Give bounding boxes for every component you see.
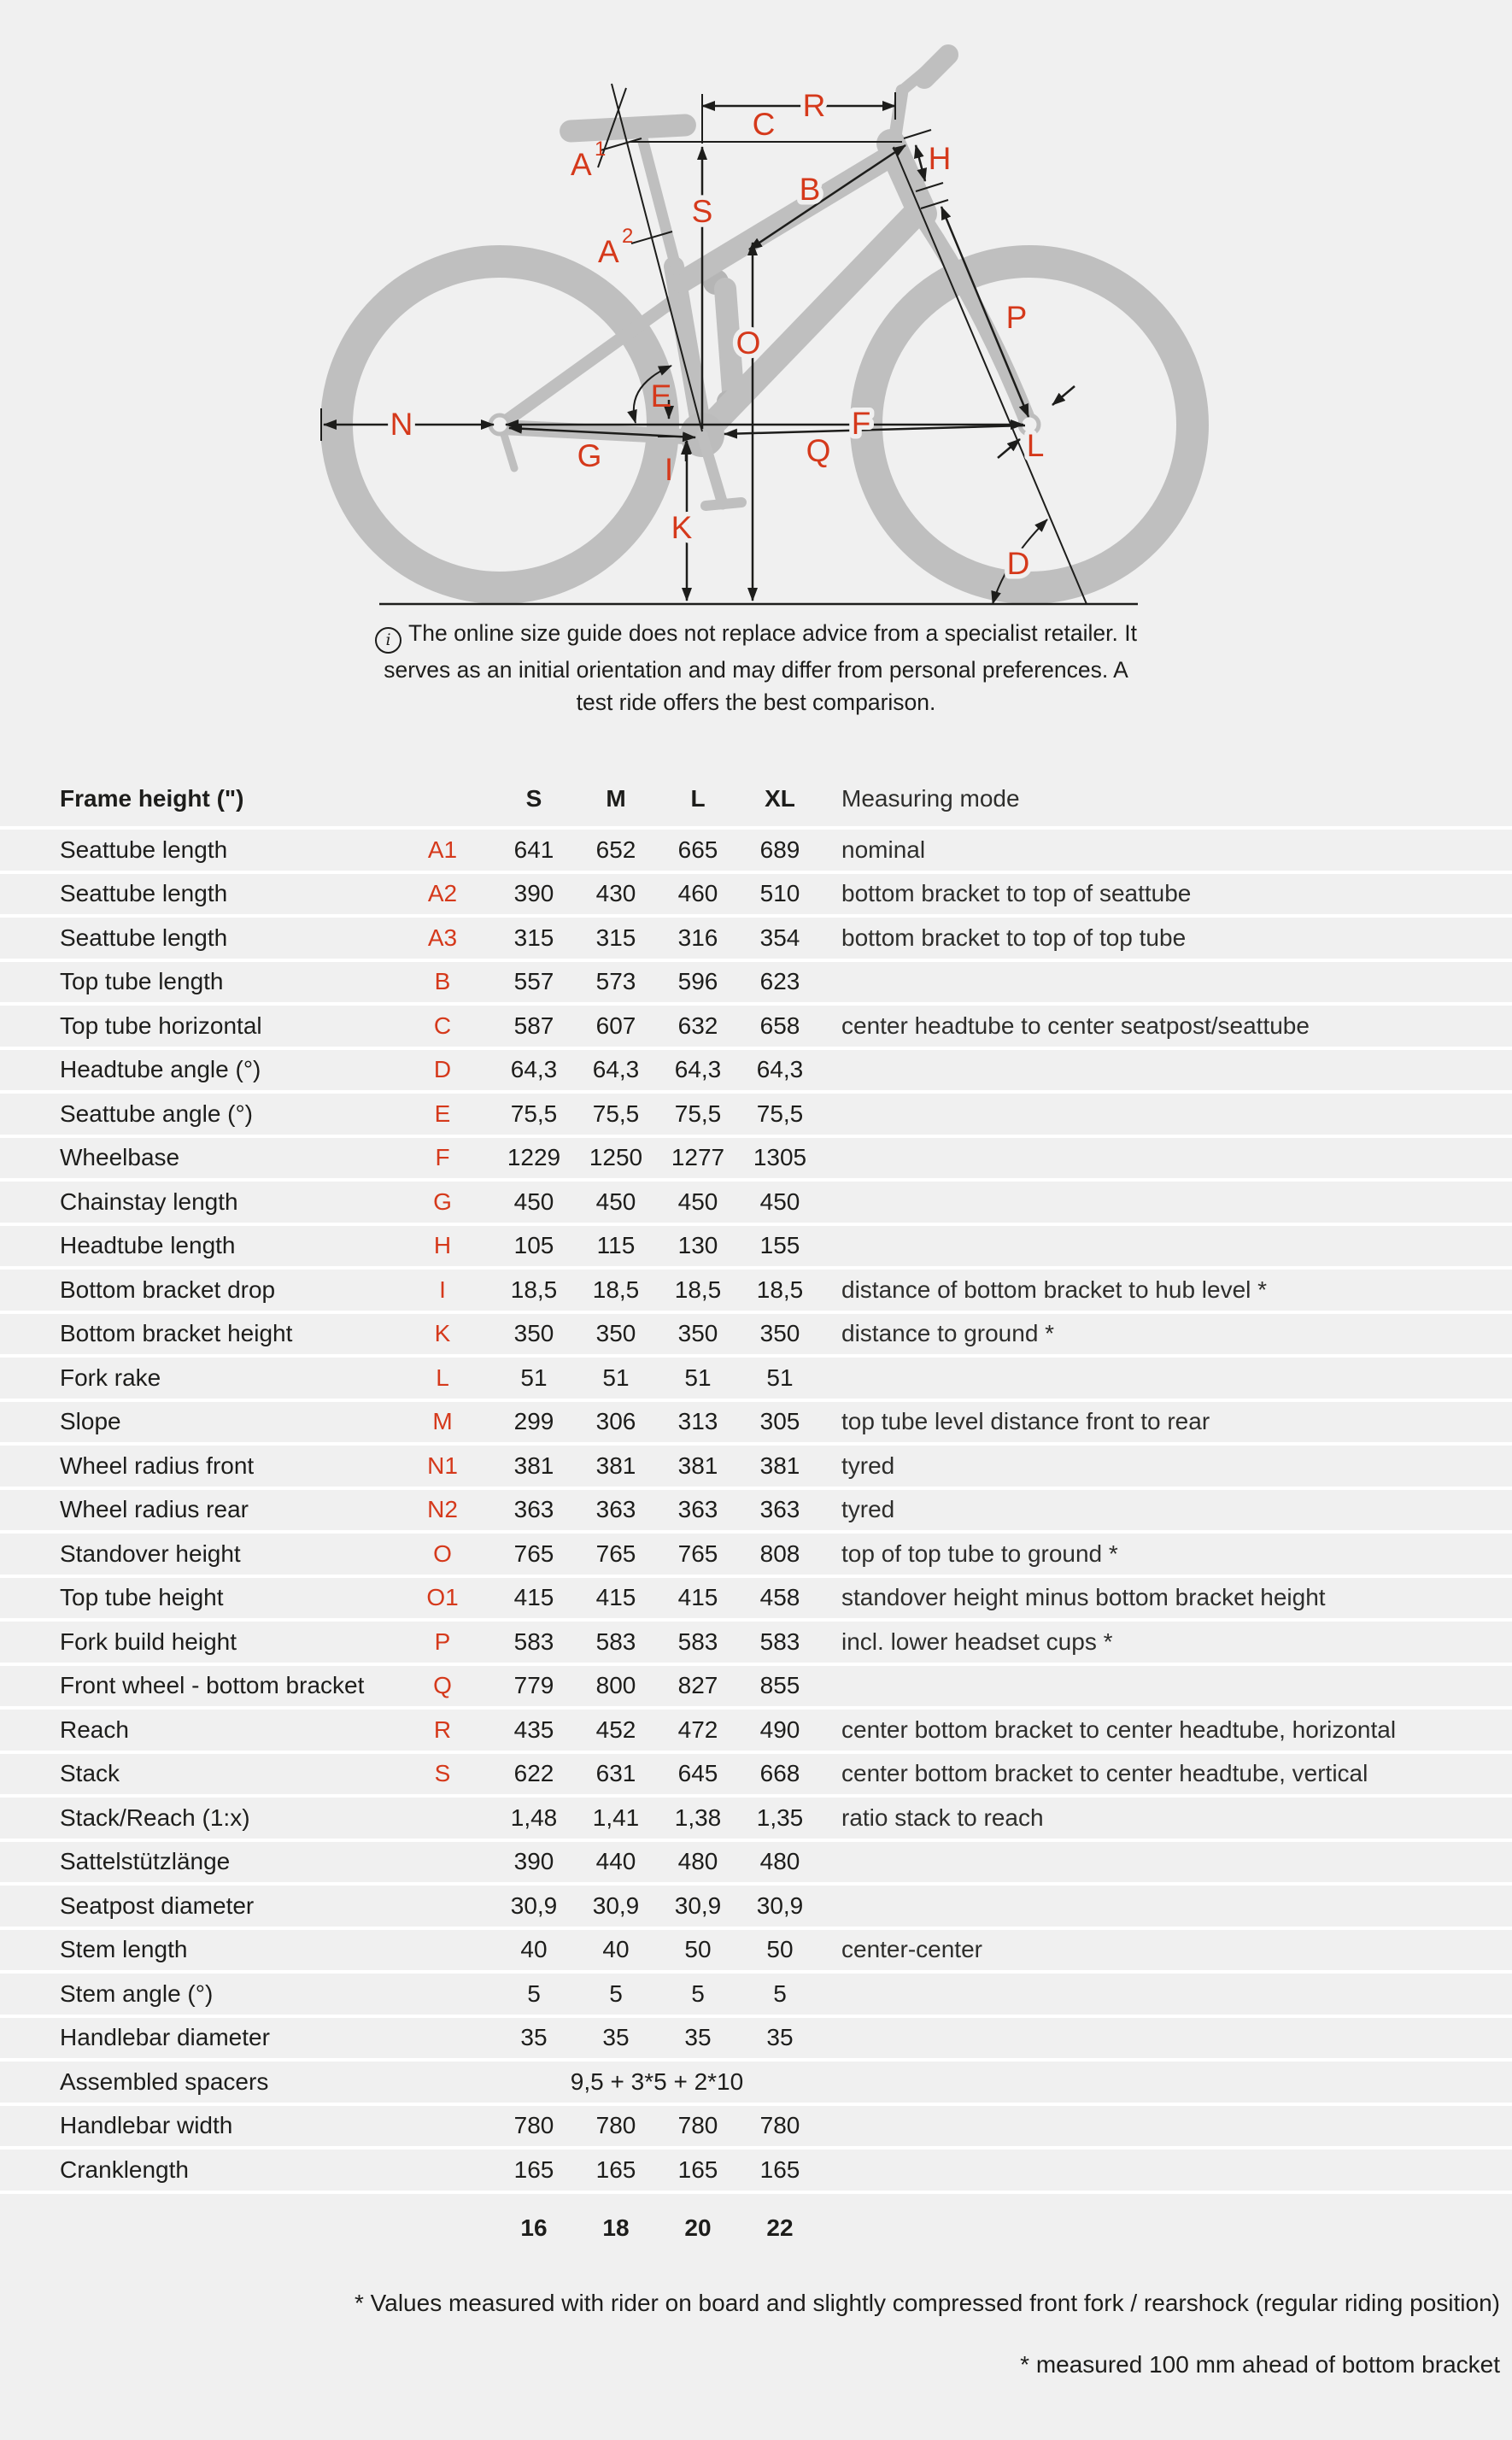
- row-value-l: 460: [677, 880, 718, 907]
- row-value-s: 75,5: [510, 1100, 558, 1127]
- row-value-l: 75,5: [674, 1100, 722, 1127]
- row-letter: A3: [427, 924, 458, 951]
- table-row: [0, 962, 1512, 1006]
- label-wheelbase: F: [851, 406, 871, 441]
- row-label: Bottom bracket drop: [60, 1276, 276, 1303]
- row-value-s: 450: [513, 1188, 554, 1215]
- footnote-ahead-of-bb: * measured 100 mm ahead of bottom bracket: [1020, 2351, 1500, 2378]
- table-row: [0, 1666, 1512, 1710]
- row-label: Top tube height: [60, 1584, 224, 1611]
- size-number-m: 18: [602, 2214, 630, 2241]
- info-note-text-1: The online size guide does not replace advice from a specialist retailer. It: [408, 620, 1137, 646]
- row-label: Assembled spacers: [60, 2068, 269, 2095]
- row-value-m: 452: [595, 1716, 636, 1743]
- info-note: [0, 617, 1512, 719]
- row-value-s: 1229: [507, 1144, 561, 1171]
- row-value-xl: 668: [759, 1760, 800, 1787]
- row-value-m: 315: [595, 924, 636, 951]
- row-value-s: 587: [513, 1012, 554, 1039]
- label-standover: O: [735, 326, 761, 361]
- row-value-m: 363: [595, 1496, 636, 1523]
- row-value-l: 827: [677, 1672, 718, 1699]
- pedal: [706, 502, 741, 506]
- label-reach: R: [802, 88, 826, 123]
- row-value-s: 315: [513, 924, 554, 951]
- row-value-s: 9,5 + 3*5 + 2*10: [570, 2068, 744, 2095]
- row-measuring-mode: ratio stack to reach: [841, 1804, 1044, 1831]
- row-label: Fork build height: [60, 1628, 237, 1655]
- row-label: Seattube angle (°): [60, 1100, 254, 1127]
- table-row: [0, 1182, 1512, 1226]
- row-value-s: 363: [513, 1496, 554, 1523]
- row-value-xl: 583: [759, 1628, 800, 1655]
- row-value-m: 306: [595, 1408, 636, 1435]
- table-row: [0, 1930, 1512, 1974]
- table-row: [0, 1314, 1512, 1358]
- table-row: [0, 1226, 1512, 1270]
- label-front-wheel-bb: Q: [806, 433, 831, 468]
- table-row: [0, 1006, 1512, 1050]
- row-label: Fork rake: [60, 1364, 161, 1391]
- label-seattube-angle: E: [650, 378, 672, 414]
- headtube-top-tick: [904, 130, 931, 138]
- row-label: Stack: [60, 1760, 120, 1787]
- label-top-tube-length: B: [799, 172, 821, 207]
- info-icon: i: [375, 627, 401, 654]
- table-row: [0, 2062, 1512, 2106]
- row-measuring-mode: tyred: [841, 1496, 895, 1523]
- table-row: [0, 1754, 1512, 1798]
- row-label: Headtube angle (°): [60, 1056, 261, 1083]
- row-value-s: 350: [513, 1320, 554, 1347]
- row-letter: K: [434, 1320, 451, 1347]
- row-letter: I: [439, 1276, 446, 1303]
- row-letter: N1: [427, 1452, 458, 1479]
- row-value-s: 5: [527, 1980, 541, 2007]
- row-value-xl: 381: [759, 1452, 800, 1479]
- footnotes: [355, 2290, 1500, 2378]
- table-row: [0, 1578, 1512, 1622]
- table-row: [0, 918, 1512, 962]
- row-letter: F: [435, 1144, 450, 1171]
- row-value-l: 50: [684, 1936, 712, 1963]
- table-row: [0, 2150, 1512, 2194]
- row-value-xl: 64,3: [756, 1056, 804, 1083]
- row-value-m: 415: [595, 1584, 636, 1611]
- info-note-line-1: [0, 617, 1512, 654]
- label-headtube-length: H: [928, 141, 952, 176]
- label-fork-rake: L: [1026, 428, 1045, 463]
- row-value-xl: 1305: [753, 1144, 807, 1171]
- row-value-m: 1,41: [592, 1804, 640, 1831]
- row-letter: N2: [427, 1496, 458, 1523]
- row-letter: Q: [433, 1672, 452, 1699]
- table-row: [0, 1974, 1512, 2018]
- row-value-l: 130: [677, 1232, 718, 1259]
- row-label: Handlebar diameter: [60, 2024, 270, 2051]
- rear-shock: [725, 289, 733, 391]
- row-measuring-mode: top tube level distance front to rear: [841, 1408, 1210, 1435]
- row-value-l: 316: [677, 924, 718, 951]
- row-value-xl: 855: [759, 1672, 800, 1699]
- row-value-m: 115: [596, 1232, 636, 1259]
- row-label: Cranklength: [60, 2156, 189, 2183]
- row-value-l: 35: [684, 2024, 712, 2051]
- row-value-xl: 658: [759, 1012, 800, 1039]
- row-label: Sattelstützlänge: [60, 1848, 231, 1875]
- row-measuring-mode: bottom bracket to top of top tube: [841, 924, 1187, 951]
- row-label: Wheelbase: [60, 1144, 180, 1171]
- row-value-s: 641: [513, 836, 554, 863]
- row-value-m: 51: [602, 1364, 630, 1391]
- row-letter: H: [433, 1232, 452, 1259]
- label-a2: A: [598, 234, 619, 269]
- row-letter: E: [434, 1100, 451, 1127]
- row-value-s: 40: [520, 1936, 548, 1963]
- row-value-s: 299: [513, 1408, 554, 1435]
- label-bb-height: K: [671, 510, 693, 545]
- row-label: Reach: [60, 1716, 129, 1743]
- row-value-m: 1250: [589, 1144, 643, 1171]
- row-value-s: 622: [513, 1760, 554, 1787]
- row-measuring-mode: distance to ground *: [841, 1320, 1055, 1347]
- saddle: [559, 114, 696, 143]
- table-row: [0, 1270, 1512, 1314]
- row-value-m: 30,9: [592, 1892, 640, 1919]
- table-row: [0, 1534, 1512, 1578]
- row-value-l: 363: [677, 1496, 718, 1523]
- table-row: [0, 1094, 1512, 1138]
- table-row: [0, 1886, 1512, 1930]
- row-value-m: 40: [602, 1936, 630, 1963]
- row-label: Top tube length: [60, 968, 224, 995]
- column-header-size-xl: XL: [765, 785, 795, 812]
- row-value-s: 765: [513, 1540, 554, 1567]
- row-value-s: 30,9: [510, 1892, 558, 1919]
- info-note-line-2: serves as an initial orientation and may differ from personal preferences. A: [384, 656, 1128, 683]
- table-row: [0, 2106, 1512, 2150]
- table-row: [0, 1446, 1512, 1490]
- row-value-l: 472: [677, 1716, 718, 1743]
- row-letter: R: [433, 1716, 452, 1743]
- row-value-xl: 165: [759, 2156, 800, 2183]
- row-value-xl: 510: [759, 880, 800, 907]
- row-value-m: 381: [595, 1452, 636, 1479]
- seatpost: [642, 138, 677, 270]
- row-value-s: 435: [513, 1716, 554, 1743]
- row-value-xl: 480: [759, 1848, 800, 1875]
- fork-rake-arrow-right: [1052, 386, 1075, 405]
- row-label: Stem angle (°): [60, 1980, 214, 2007]
- row-value-xl: 450: [759, 1188, 800, 1215]
- row-measuring-mode: top of top tube to ground *: [841, 1540, 1118, 1567]
- row-value-l: 18,5: [674, 1276, 722, 1303]
- row-value-m: 165: [595, 2156, 636, 2183]
- row-measuring-mode: nominal: [841, 836, 926, 863]
- row-value-s: 390: [513, 880, 554, 907]
- row-value-s: 165: [513, 2156, 554, 2183]
- row-value-m: 440: [595, 1848, 636, 1875]
- row-label: Slope: [60, 1408, 121, 1435]
- row-label: Seatpost diameter: [60, 1892, 255, 1919]
- label-a2-sup: 2: [622, 225, 634, 248]
- row-value-xl: 50: [766, 1936, 794, 1963]
- row-letter: M: [432, 1408, 453, 1435]
- row-value-xl: 780: [759, 2112, 800, 2139]
- row-value-l: 5: [691, 1980, 705, 2007]
- table-row: [0, 1050, 1512, 1094]
- handlebar-grip: [924, 55, 948, 79]
- row-measuring-mode: incl. lower headset cups *: [841, 1628, 1113, 1655]
- label-a1: A: [571, 147, 592, 182]
- row-value-xl: 1,35: [756, 1804, 804, 1831]
- table-row: [0, 2018, 1512, 2062]
- table-header-row: [0, 771, 1512, 830]
- row-value-xl: 354: [759, 924, 800, 951]
- row-value-m: 780: [595, 2112, 636, 2139]
- footnote-rider-on-board: * Values measured with rider on board and slightly compressed front fork / rearshock (regular riding position): [354, 2290, 1500, 2316]
- row-value-xl: 623: [759, 968, 800, 995]
- row-value-l: 480: [677, 1848, 718, 1875]
- row-letter: B: [434, 968, 451, 995]
- row-value-m: 75,5: [592, 1100, 640, 1127]
- size-number-s: 16: [520, 2214, 548, 2241]
- row-label: Wheel radius front: [60, 1452, 255, 1479]
- row-label: Stack/Reach (1:x): [60, 1804, 250, 1831]
- row-value-l: 1,38: [674, 1804, 722, 1831]
- row-letter: G: [433, 1188, 452, 1215]
- row-label: Seattube length: [60, 880, 228, 907]
- row-value-l: 596: [677, 968, 718, 995]
- row-value-l: 165: [677, 2156, 718, 2183]
- row-label: Top tube horizontal: [60, 1012, 262, 1039]
- info-note-line-3: test ride offers the best comparison.: [576, 689, 936, 715]
- row-value-s: 381: [513, 1452, 554, 1479]
- table-row: [0, 1842, 1512, 1886]
- row-value-l: 64,3: [674, 1056, 722, 1083]
- row-label: Wheel radius rear: [60, 1496, 249, 1523]
- row-measuring-mode: standover height minus bottom bracket height: [841, 1584, 1326, 1611]
- row-value-xl: 18,5: [756, 1276, 804, 1303]
- row-measuring-mode: center-center: [841, 1936, 982, 1963]
- label-wheel-radius: N: [390, 407, 413, 442]
- row-measuring-mode: bottom bracket to top of seattube: [841, 880, 1192, 907]
- label-stack: S: [691, 194, 713, 229]
- label-chainstay: G: [577, 438, 602, 473]
- row-value-s: 1,48: [510, 1804, 558, 1831]
- table-row: [0, 1358, 1512, 1402]
- row-label: Bottom bracket height: [60, 1320, 293, 1347]
- row-value-s: 390: [513, 1848, 554, 1875]
- column-header-measuring-mode: Measuring mode: [841, 785, 1020, 812]
- size-numbers-row: [0, 2194, 1512, 2262]
- row-value-s: 18,5: [510, 1276, 558, 1303]
- row-value-l: 632: [677, 1012, 718, 1039]
- row-value-l: 51: [684, 1364, 712, 1391]
- row-value-m: 350: [595, 1320, 636, 1347]
- row-value-s: 780: [513, 2112, 554, 2139]
- row-value-xl: 305: [759, 1408, 800, 1435]
- row-measuring-mode: center bottom bracket to center headtube, horizontal: [841, 1716, 1397, 1743]
- row-value-xl: 490: [759, 1716, 800, 1743]
- row-value-l: 583: [677, 1628, 718, 1655]
- row-value-l: 780: [677, 2112, 718, 2139]
- row-value-l: 645: [677, 1760, 718, 1787]
- row-value-s: 64,3: [510, 1056, 558, 1083]
- column-header-size-s: S: [525, 785, 542, 812]
- row-value-xl: 363: [759, 1496, 800, 1523]
- row-value-s: 557: [513, 968, 554, 995]
- table-row: [0, 1622, 1512, 1666]
- row-value-s: 583: [513, 1628, 554, 1655]
- row-value-m: 64,3: [592, 1056, 640, 1083]
- row-value-m: 652: [595, 836, 636, 863]
- row-value-m: 800: [595, 1672, 636, 1699]
- row-letter: A2: [427, 880, 458, 907]
- row-letter: P: [434, 1628, 451, 1655]
- fork-rake-arrow-left: [998, 439, 1020, 458]
- row-letter: A1: [427, 836, 458, 863]
- row-value-l: 381: [677, 1452, 718, 1479]
- row-label: Front wheel - bottom bracket: [60, 1672, 365, 1699]
- label-headtube-angle: D: [1006, 546, 1030, 581]
- row-label: Chainstay length: [60, 1188, 238, 1215]
- size-number-xl: 22: [766, 2214, 794, 2241]
- row-value-m: 607: [595, 1012, 636, 1039]
- row-value-xl: 808: [759, 1540, 800, 1567]
- table-row: [0, 1402, 1512, 1446]
- row-value-s: 779: [513, 1672, 554, 1699]
- geometry-table: [0, 771, 1512, 2262]
- row-value-m: 573: [595, 968, 636, 995]
- row-letter: L: [436, 1364, 449, 1391]
- row-value-xl: 689: [759, 836, 800, 863]
- row-letter: D: [433, 1056, 452, 1083]
- row-value-xl: 155: [759, 1232, 800, 1259]
- row-label: Standover height: [60, 1540, 241, 1567]
- row-value-l: 450: [677, 1188, 718, 1215]
- label-a1-sup: 1: [595, 138, 607, 161]
- row-value-l: 1277: [671, 1144, 725, 1171]
- row-value-s: 35: [520, 2024, 548, 2051]
- row-value-m: 631: [595, 1760, 636, 1787]
- column-header-size-m: M: [606, 785, 626, 812]
- row-value-l: 30,9: [674, 1892, 722, 1919]
- label-top-tube-horizontal: C: [752, 107, 776, 142]
- row-measuring-mode: center headtube to center seatpost/seattube: [841, 1012, 1310, 1039]
- row-value-m: 35: [602, 2024, 630, 2051]
- row-value-m: 765: [595, 1540, 636, 1567]
- row-measuring-mode: distance of bottom bracket to hub level *: [841, 1276, 1268, 1303]
- row-label: Headtube length: [60, 1232, 236, 1259]
- table-row: [0, 830, 1512, 874]
- row-value-m: 5: [609, 1980, 623, 2007]
- row-value-xl: 75,5: [756, 1100, 804, 1127]
- column-header-size-l: L: [690, 785, 706, 812]
- row-value-m: 450: [595, 1188, 636, 1215]
- table-row: [0, 1710, 1512, 1754]
- row-value-l: 313: [677, 1408, 718, 1435]
- row-value-xl: 5: [773, 1980, 787, 2007]
- row-value-xl: 458: [759, 1584, 800, 1611]
- row-value-xl: 350: [759, 1320, 800, 1347]
- row-value-xl: 30,9: [756, 1892, 804, 1919]
- row-value-xl: 51: [766, 1364, 794, 1391]
- size-number-l: 20: [684, 2214, 712, 2241]
- table-row: [0, 1138, 1512, 1182]
- row-letter: O: [433, 1540, 452, 1567]
- row-value-s: 51: [520, 1364, 548, 1391]
- row-label: Handlebar width: [60, 2112, 233, 2139]
- table-row: [0, 874, 1512, 918]
- row-value-m: 18,5: [592, 1276, 640, 1303]
- row-measuring-mode: center bottom bracket to center headtube, vertical: [841, 1760, 1368, 1787]
- table-row: [0, 1798, 1512, 1842]
- row-value-l: 765: [677, 1540, 718, 1567]
- row-value-m: 430: [595, 880, 636, 907]
- row-value-xl: 35: [766, 2024, 794, 2051]
- row-letter: S: [434, 1760, 451, 1787]
- bike-geometry-diagram: [0, 0, 1512, 649]
- row-letter: C: [433, 1012, 452, 1039]
- row-value-l: 350: [677, 1320, 718, 1347]
- row-label: Seattube length: [60, 924, 228, 951]
- row-label: Stem length: [60, 1936, 188, 1963]
- row-letter: O1: [426, 1584, 459, 1611]
- row-value-s: 415: [513, 1584, 554, 1611]
- label-fork-build-height: P: [1005, 300, 1028, 335]
- row-label: Seattube length: [60, 836, 228, 863]
- table-row: [0, 1490, 1512, 1534]
- row-measuring-mode: tyred: [841, 1452, 895, 1479]
- label-bb-drop: I: [664, 452, 674, 487]
- row-value-m: 583: [595, 1628, 636, 1655]
- row-value-s: 105: [513, 1232, 554, 1259]
- column-header-frame-height: Frame height ("): [60, 785, 244, 812]
- row-value-l: 665: [677, 836, 718, 863]
- geometry-table-rows: [0, 830, 1512, 2194]
- row-value-l: 415: [677, 1584, 718, 1611]
